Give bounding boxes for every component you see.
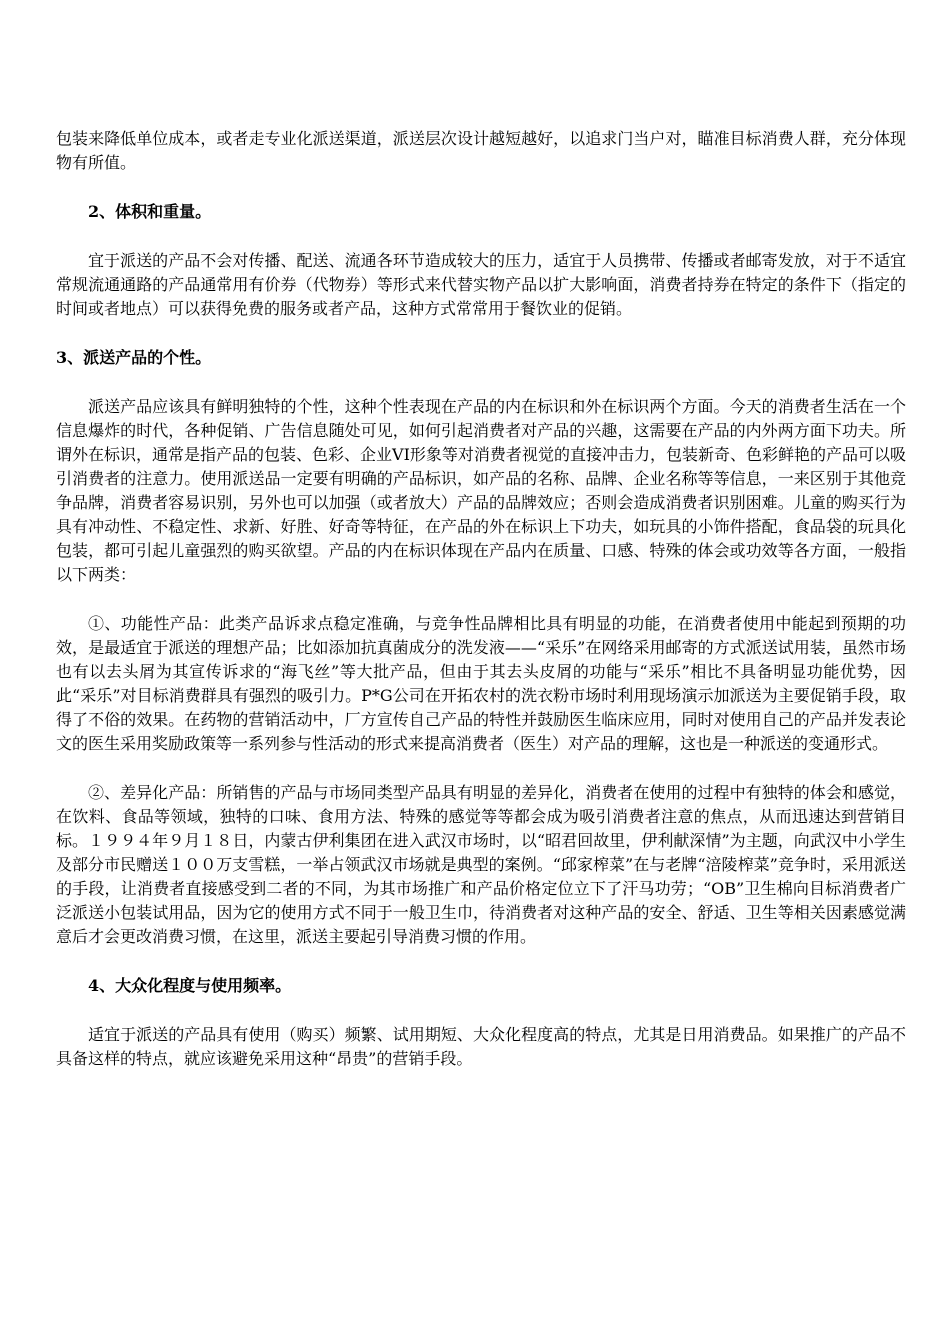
heading-volume-weight: 2、体积和重量。 — [88, 202, 212, 221]
heading-product-personality: 3、派送产品的个性。 — [56, 348, 212, 367]
paragraph-product-personality: 派送产品应该具有鲜明独特的个性，这种个性表现在产品的内在标识和外在标识两个方面。今天的消费者生活在一个信息爆炸的时代，各种促销、广告信息随处可见，如何引起消费者对产品的兴趣，这需要在产品的内外两方面下功夫。所谓外在标识，通常是指产品的包装、色彩、企业VI形象等对消费者视觉的直接冲击力，包装新奇、色彩鲜艳的产品可以吸引消费者的注意力。使用派送品一定要有明确的产品标识，如产品的名称、品牌、企业名称等等信息，一来区别于其他竞争品牌，消费者容易识别，另外也可以加强（或者放大）产品的品牌效应；否则会造成消费者识别困难。儿童的购买行为具有冲动性、不稳定性、求新、好胜、好奇等特征，在产品的外在标识上下功夫，如玩具的小饰件搭配，食品袋的玩具化包装，都可引起儿童强烈的购买欲望。产品的内在标识体现在产品内在质量、口感、特殊的体会或功效等各方面，一般指以下两类： — [56, 397, 906, 584]
paragraph-packaging-cost: 包装来降低单位成本，或者走专业化派送渠道，派送层次设计越短越好，以追求门当户对，瞄准目标消费人群，充分体现物有所值。 — [56, 129, 906, 172]
paragraph-functional-products: ①、功能性产品：此类产品诉求点稳定准确，与竞争性品牌相比具有明显的功能，在消费者使用中能起到预期的功效，是最适宜于派送的理想产品；比如添加抗真菌成分的洗发液——“采乐”在网络采用邮寄的方式派送试用装，虽然市场也有以去头屑为其宣传诉求的“海飞丝”等大批产品，但由于其去头皮屑的功能与“采乐”相比不具备明显功能优势，因此“采乐”对目标消费群具有强烈的吸引力。P*G公司在开拓农村的洗衣粉市场时利用现场演示加派送为主要促销手段，取得了不俗的效果。在药物的营销活动中，厂方宣传自己产品的特性并鼓励医生临床应用，同时对使用自己的产品并发表论文的医生采用奖励政策等一系列参与性活动的形式来提高消费者（医生）对产品的理解，这也是一种派送的变通形式。 — [56, 614, 906, 753]
paragraph-volume-weight: 宜于派送的产品不会对传播、配送、流通各环节造成较大的压力，适宜于人员携带、传播或者邮寄发放，对于不适宜常规流通通路的产品通常用有价券（代物券）等形式来代替实物产品以扩大影响面，消费者持券在特定的条件下（指定的时间或者地点）可以获得免费的服务或者产品，这种方式常常用于餐饮业的促销。 — [56, 251, 906, 318]
heading-popularity-frequency: 4、大众化程度与使用频率。 — [88, 976, 292, 995]
paragraph-popularity-frequency: 适宜于派送的产品具有使用（购买）频繁、试用期短、大众化程度高的特点，尤其是日用消费品。如果推广的产品不具备这样的特点，就应该避免采用这种“昂贵”的营销手段。 — [56, 1025, 906, 1068]
paragraph-differentiated-products: ②、差异化产品：所销售的产品与市场同类型产品具有明显的差异化，消费者在使用的过程中有独特的体会和感觉，在饮料、食品等领域，独特的口味、食用方法、特殊的感觉等等都会成为吸引消费者注意的焦点，从而迅速达到营销目标。１９９４年９月１８日，内蒙古伊利集团在进入武汉市场时，以“昭君回故里，伊利献深情”为主题，向武汉中小学生及部分市民赠送１００万支雪糕，一举占领武汉市场就是典型的案例。“邱家榨菜”在与老牌“涪陵榨菜”竞争时，采用派送的手段，让消费者直接感受到二者的不同，为其市场推广和产品价格定位立下了汗马功劳；“OB”卫生棉向目标消费者广泛派送小包装试用品，因为它的使用方式不同于一般卫生巾，待消费者对这种产品的安全、舒适、卫生等相关因素感觉满意后才会更改消费习惯，在这里，派送主要起引导消费习惯的作用。 — [56, 783, 906, 946]
document-page — [56, 127, 906, 1071]
